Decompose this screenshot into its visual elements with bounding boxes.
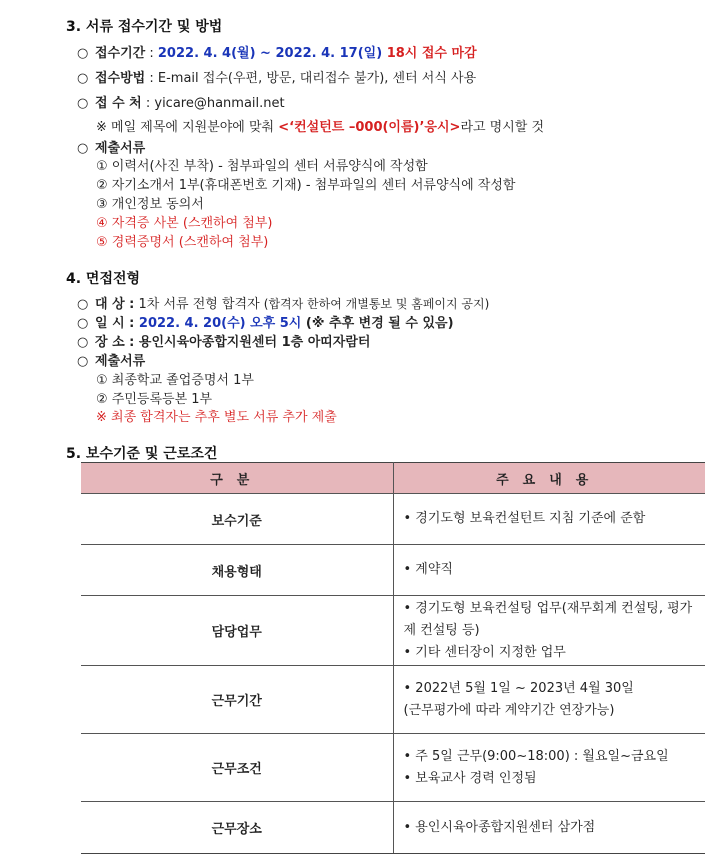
date-value: 2022. 4. 20(수) 오후 5시 bbox=[134, 316, 302, 331]
row-label: 근무기간 bbox=[81, 666, 393, 734]
row-line: (근무평가에 따라 계약기간 연장가능) bbox=[403, 702, 615, 718]
note-post: 라고 명시할 것 bbox=[460, 120, 545, 135]
row-label: 담당업무 bbox=[81, 596, 393, 666]
mail-subject-note bbox=[96, 116, 544, 135]
row-content bbox=[393, 545, 705, 596]
period-colon: : bbox=[145, 46, 158, 61]
row-line: • 경기도형 보육컨설턴트 지침 기준에 준함 bbox=[403, 511, 646, 526]
place-label: 접 수 처 bbox=[95, 96, 142, 111]
row-content bbox=[393, 666, 705, 734]
row-line: • 보육교사 경력 인정됨 bbox=[403, 770, 537, 786]
row-line: • 기타 센터장이 지정한 업무 bbox=[403, 644, 566, 660]
interview-doc-item: ② 주민등록등본 1부 bbox=[96, 392, 213, 407]
target-label: 대 상 : bbox=[95, 297, 135, 312]
row-line: • 경기도형 보육컨설팅 업무(재무회계 컨설팅, 평가제 컨설팅 등) bbox=[403, 600, 693, 638]
doc-item: ④ 자격증 사본 (스캔하여 첨부) bbox=[96, 216, 273, 231]
row-line: • 주 5일 근무(9:00~18:00) : 월요일~금요일 bbox=[403, 748, 669, 764]
docs-header bbox=[77, 137, 145, 156]
bullet: ○ bbox=[77, 71, 89, 86]
table-row bbox=[81, 734, 705, 802]
doc-item: ⑤ 경력증명서 (스캔하여 첨부) bbox=[96, 235, 269, 250]
row-content bbox=[393, 596, 705, 666]
row-content bbox=[393, 734, 705, 802]
docs-label: 제출서류 bbox=[95, 141, 146, 156]
date-line bbox=[77, 312, 454, 331]
bullet: ○ bbox=[77, 354, 89, 369]
venue-label: 장 소 : bbox=[95, 335, 135, 350]
place-line bbox=[77, 92, 285, 111]
venue-value: 용인시육아종합지원센터 1층 아띠자람터 bbox=[134, 335, 371, 350]
place-email: : yicare@hanmail.net bbox=[141, 96, 285, 111]
bullet: ○ bbox=[77, 316, 89, 331]
bullet: ○ bbox=[77, 297, 89, 312]
row-content bbox=[393, 494, 705, 545]
venue-line bbox=[77, 331, 370, 350]
doc-item: ③ 개인정보 동의서 bbox=[96, 197, 204, 212]
period-line bbox=[77, 42, 477, 61]
section-3-title: 3. 서류 접수기간 및 방법 bbox=[66, 19, 223, 35]
row-label: 보수기준 bbox=[81, 494, 393, 545]
row-label: 근무조건 bbox=[81, 734, 393, 802]
interview-doc-item: ① 최종학교 졸업증명서 1부 bbox=[96, 373, 254, 388]
section-5-title: 5. 보수기준 및 근로조건 bbox=[66, 446, 218, 462]
method-text: : E-mail 접수(우편, 방문, 대리접수 불가), 센터 서식 사용 bbox=[145, 71, 477, 86]
period-label: 접수기간 bbox=[95, 46, 146, 61]
method-label: 접수방법 bbox=[95, 71, 146, 86]
target-main: 1차 서류 전형 합격자 bbox=[134, 297, 264, 312]
table-header-row bbox=[81, 463, 705, 494]
row-label: 채용형태 bbox=[81, 545, 393, 596]
target-note: (합격자 한하여 개별통보 및 홈페이지 공지) bbox=[263, 297, 490, 311]
table-row bbox=[81, 596, 705, 666]
bullet: ○ bbox=[77, 46, 89, 61]
row-line: • 2022년 5월 1일 ~ 2023년 4월 30일 bbox=[403, 680, 634, 696]
method-line bbox=[77, 67, 476, 86]
final-note: ※ 최종 합격자는 추후 별도 서류 추가 제출 bbox=[96, 410, 337, 425]
column-header: 구분 bbox=[81, 463, 393, 494]
note-subject-format: <‘컨설턴트 –000(이름)’응시> bbox=[278, 120, 461, 135]
table-row bbox=[81, 802, 705, 854]
bullet: ○ bbox=[77, 96, 89, 111]
table-row bbox=[81, 666, 705, 734]
row-line: • 계약직 bbox=[403, 562, 453, 577]
table-row bbox=[81, 494, 705, 545]
doc-item: ② 자기소개서 1부(휴대폰번호 기재) - 첨부파일의 센터 서류양식에 작성함 bbox=[96, 178, 516, 193]
row-content bbox=[393, 802, 705, 854]
bullet: ○ bbox=[77, 141, 89, 156]
period-deadline: 18시 접수 마감 bbox=[382, 46, 477, 61]
note-pre: ※ 메일 제목에 지원분야에 맞춰 bbox=[96, 120, 279, 135]
bullet: ○ bbox=[77, 335, 89, 350]
period-dates: 2022. 4. 4(월) ~ 2022. 4. 17(일) bbox=[157, 46, 383, 61]
section-4-title: 4. 면접전형 bbox=[66, 271, 141, 287]
interview-docs-label: 제출서류 bbox=[95, 354, 146, 369]
table-row bbox=[81, 545, 705, 596]
column-header: 주요내용 bbox=[393, 463, 705, 494]
target-line bbox=[77, 293, 489, 312]
interview-docs-header bbox=[77, 350, 145, 369]
row-label: 근무장소 bbox=[81, 802, 393, 854]
date-label: 일 시 : bbox=[95, 316, 135, 331]
date-note: (※ 추후 변경 될 수 있음) bbox=[301, 316, 454, 331]
doc-item: ① 이력서(사진 부착) - 첨부파일의 센터 서류양식에 작성함 bbox=[96, 159, 428, 174]
conditions-table bbox=[81, 462, 705, 854]
row-line: • 용인시육아종합지원센터 삼가점 bbox=[403, 819, 596, 835]
